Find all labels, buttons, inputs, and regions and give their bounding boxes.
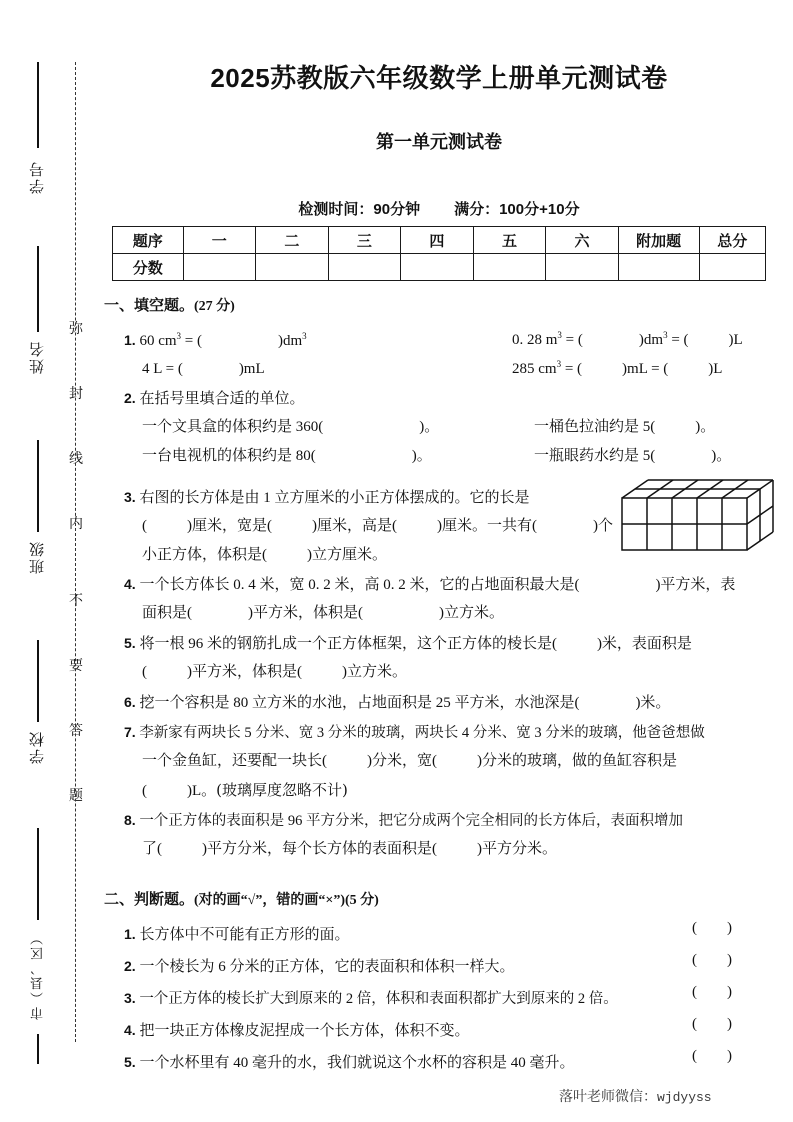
q1-eq: = ( <box>184 333 202 349</box>
footer-wechat-id: wjdyyss <box>657 1090 712 1105</box>
seal-dashed-line <box>75 62 76 1042</box>
score-col-bonus: 附加题 <box>618 227 699 254</box>
question-4-line-1 <box>124 570 735 600</box>
section2-label: 二、判断题。 <box>104 891 195 908</box>
q5-text: ( <box>142 664 147 680</box>
seal-notice-column <box>56 0 96 1122</box>
q3-text: 小正方体，体积是( <box>142 547 267 563</box>
tf-2-text: 一个棱长为 6 分米的正方体，它的表面积和体积一样大。 <box>139 959 515 975</box>
question-8-line-1 <box>124 806 683 836</box>
q2-end: )。 <box>711 448 732 464</box>
q1-sup: 3 <box>302 331 307 341</box>
tf-5-text: 一个水杯里有 40 毫升的水，我们就说这个水杯的容积是 40 毫升。 <box>139 1055 575 1071</box>
tf-2-number: 2. <box>124 958 136 974</box>
seal-notice-char: 弥 <box>69 322 83 337</box>
seal-rule <box>37 828 39 920</box>
question-2-item-b1 <box>534 413 715 442</box>
question-3-line-1 <box>124 483 529 513</box>
paren-close: ) <box>727 1048 732 1064</box>
question-6-line-1 <box>124 688 670 718</box>
section1-points: (27 分) <box>194 299 235 314</box>
question-2-text: 在括号里填合适的单位。 <box>139 391 305 407</box>
seal-notice-char: 要 <box>69 659 83 674</box>
q1-sup: 3 <box>557 330 562 340</box>
score-cell-total[interactable] <box>699 254 766 281</box>
seal-field-student-id: 学号 <box>30 160 46 194</box>
tf-item-3 <box>124 984 618 1014</box>
section1-label: 一、填空题。 <box>104 297 195 314</box>
question-2-stem <box>124 384 304 414</box>
seal-field-name: 姓名 <box>30 340 46 374</box>
exam-duration: 检测时间：90分钟 <box>298 201 421 218</box>
q2-end: )。 <box>695 419 716 435</box>
question-2-item-b2 <box>534 442 731 471</box>
question-8-line-2 <box>142 835 557 864</box>
q5-text: )立方米。 <box>342 664 407 680</box>
cuboid-unit-cubes-figure <box>620 478 776 552</box>
score-cell-4[interactable] <box>401 254 474 281</box>
q2-text: 一瓶眼药水约是 5( <box>534 448 656 464</box>
paren-close: ) <box>727 952 732 968</box>
tf-4-number: 4. <box>124 1022 136 1038</box>
score-col-1: 一 <box>183 227 256 254</box>
section2-rule: (对的画“√”，错的画“×”) <box>194 893 346 908</box>
table-row-scores <box>113 254 766 281</box>
page-subtitle: 第一单元测试卷 <box>376 132 502 152</box>
seal-notice-char: 答 <box>69 724 83 739</box>
question-1-line-1-right <box>512 326 743 355</box>
q1-unit-L: L = ( <box>153 361 183 377</box>
q8-text: )平方分米。 <box>477 841 557 857</box>
tf-answer-blank-3[interactable] <box>692 984 732 1001</box>
footer-wechat-label: 落叶老师微信： <box>559 1090 657 1105</box>
q1-value-b: 0. 28 <box>512 332 542 348</box>
score-cell-5[interactable] <box>473 254 546 281</box>
tf-item-5 <box>124 1048 574 1078</box>
q3-text: )厘米。一共有( <box>437 518 537 534</box>
tf-item-2 <box>124 952 514 982</box>
seal-rule <box>37 440 39 532</box>
paren-close: ) <box>727 984 732 1000</box>
paren-open: ( <box>692 920 697 936</box>
question-7-line-3 <box>142 776 348 806</box>
score-table-row-label: 题序 <box>113 227 184 254</box>
question-4-line-2 <box>142 599 504 628</box>
q8-text: )平方分米，每个长方体的表面积是( <box>202 841 437 857</box>
q1-unit-mL: )mL = ( <box>622 361 669 377</box>
paren-open: ( <box>692 1016 697 1032</box>
q3-text: )厘米，宽是( <box>187 518 272 534</box>
score-col-3: 三 <box>328 227 401 254</box>
question-3-line-3 <box>142 541 387 570</box>
paren-close: ) <box>727 920 732 936</box>
q1-sup: 3 <box>663 330 668 340</box>
q2-text: 一个文具盒的体积约是 360( <box>142 419 324 435</box>
score-cell-6[interactable] <box>546 254 619 281</box>
section-heading-fill-blank <box>104 294 235 315</box>
question-6-number: 6. <box>124 694 136 710</box>
table-row-header <box>113 227 766 254</box>
question-1-number: 1. <box>124 332 136 348</box>
tf-answer-blank-2[interactable] <box>692 952 732 969</box>
q4-text: 一个长方体长 0. 4 米，宽 0. 2 米，高 0. 2 米，它的占地面积最大是( <box>139 577 580 593</box>
q5-text: )平方米，体积是( <box>187 664 302 680</box>
q1-unit-L: )L <box>728 332 743 348</box>
tf-answer-blank-1[interactable] <box>692 920 732 937</box>
seal-notice-char: 内 <box>69 517 83 532</box>
score-cell-1[interactable] <box>183 254 256 281</box>
score-col-2: 二 <box>256 227 329 254</box>
seal-field-column <box>18 0 58 1122</box>
seal-rule <box>37 62 39 148</box>
q5-text: 将一根 96 米的钢筋扎成一个正方体框架，这个正方体的棱长是( <box>139 636 557 652</box>
q1-eq: = ( <box>564 361 583 377</box>
score-table-row-label: 分数 <box>113 254 184 281</box>
question-7-number: 7. <box>124 724 136 740</box>
question-2-number: 2. <box>124 390 136 406</box>
tf-3-number: 3. <box>124 990 136 1006</box>
q1-eq: = ( <box>565 332 583 348</box>
q1-value-a: 60 <box>139 333 155 349</box>
q3-text: )厘米，高是( <box>312 518 397 534</box>
paren-close: ) <box>727 1016 732 1032</box>
seal-rule <box>37 1034 39 1064</box>
seal-notice-char: 线 <box>69 452 83 467</box>
q3-text: )立方厘米。 <box>307 547 387 563</box>
question-1-line-2 <box>142 355 265 384</box>
q1-unit-dm: )dm <box>638 332 664 348</box>
q8-text: 一个正方体的表面积是 96 平方分米，把它分成两个完全相同的长方体后，表面积增加 <box>139 813 684 829</box>
paren-open: ( <box>692 952 697 968</box>
tf-4-text: 把一块正方体橡皮泥捏成一个长方体，体积不变。 <box>139 1023 470 1039</box>
tf-1-text: 长方体中不可能有正方形的面。 <box>139 927 350 943</box>
seal-rule <box>37 640 39 722</box>
question-7-line-1 <box>124 718 705 748</box>
q6-text: 挖一个容积是 80 立方米的水池，占地面积是 25 平方米，水池深是( <box>139 695 580 711</box>
q1-value-c: 4 <box>142 361 150 377</box>
q1-unit-mL: )mL <box>238 361 265 377</box>
q7-note: (玻璃厚度忽略不计) <box>216 781 348 799</box>
q4-text: )立方米。 <box>439 605 504 621</box>
seal-notice-char: 题 <box>69 789 83 804</box>
exam-total-score: 满分：100分+10分 <box>454 201 580 218</box>
q1-unit-cm: cm <box>158 333 177 349</box>
q3-text: 右图的长方体是由 1 立方厘米的小正方体摆成的。它的长是 <box>139 490 530 506</box>
paren-open: ( <box>692 984 697 1000</box>
tf-1-number: 1. <box>124 926 136 942</box>
question-1-line-1 <box>124 326 307 356</box>
q1-value-d: 285 <box>512 361 535 377</box>
question-2-item-a1 <box>142 413 439 442</box>
q3-text: ( <box>142 518 147 534</box>
score-cell-2[interactable] <box>256 254 329 281</box>
q2-text: 一台电视机的体积约是 80( <box>142 448 316 464</box>
q2-text: 一桶色拉油约是 5( <box>534 419 656 435</box>
seal-margin <box>0 0 100 1122</box>
q1-unit-cm: cm <box>538 361 557 377</box>
tf-3-text: 一个正方体的棱长扩大到原来的 2 倍，体积和表面积都扩大到原来的 2 倍。 <box>139 991 618 1007</box>
section-heading-true-false <box>104 888 379 909</box>
seal-rule <box>37 246 39 332</box>
seal-field-school: 学校 <box>30 730 46 764</box>
question-5-line-1 <box>124 629 692 659</box>
footer-watermark <box>559 1086 774 1106</box>
q7-text: )分米，宽( <box>367 753 437 769</box>
q7-text: 一个金鱼缸，还要配一块长( <box>142 753 327 769</box>
question-3-number: 3. <box>124 489 136 505</box>
q4-text: )平方米，表 <box>655 577 736 593</box>
score-col-4: 四 <box>401 227 474 254</box>
question-5-line-2 <box>142 658 407 687</box>
score-cell-3[interactable] <box>328 254 401 281</box>
question-5-number: 5. <box>124 635 136 651</box>
tf-item-1 <box>124 920 349 950</box>
q1-eq: = ( <box>671 332 689 348</box>
seal-field-class: 班级 <box>30 540 46 574</box>
paren-open: ( <box>692 1048 697 1064</box>
score-cell-bonus[interactable] <box>618 254 699 281</box>
q5-text: )米，表面积是 <box>596 636 692 652</box>
seal-notice-char: 封 <box>69 387 83 402</box>
q7-text: )分米的玻璃，做的鱼缸容积是 <box>477 753 677 769</box>
q1-sup: 3 <box>176 331 182 341</box>
q1-unit-L: )L <box>708 361 723 377</box>
score-col-6: 六 <box>546 227 619 254</box>
q8-text: 了( <box>142 841 162 857</box>
score-col-total: 总分 <box>699 227 766 254</box>
q3-text: )个 <box>593 518 613 534</box>
question-3-line-2 <box>142 512 613 541</box>
q7-text: 李新家有两块长 5 分米、宽 3 分米的玻璃，两块长 4 分米、宽 3 分米的玻璃，他爸爸想做 <box>139 725 705 741</box>
question-4-number: 4. <box>124 576 136 592</box>
q2-end: )。 <box>411 448 432 464</box>
q2-end: )。 <box>419 419 440 435</box>
q7-text: )L。 <box>187 783 217 799</box>
q4-text: )平方米，体积是( <box>248 605 363 621</box>
q1-sup: 3 <box>556 359 562 369</box>
tf-answer-blank-4[interactable] <box>692 1016 732 1033</box>
score-table <box>112 226 766 281</box>
question-2-item-a2 <box>142 442 432 471</box>
q1-unit-dm: )dm <box>277 333 303 349</box>
page-title: 2025苏教版六年级数学上册单元测试卷 <box>210 63 668 93</box>
exam-sheet <box>104 0 774 1122</box>
cuboid-svg <box>620 478 776 552</box>
seal-field-city-district: 市（县、区） <box>30 930 45 1020</box>
tf-item-4 <box>124 1016 469 1046</box>
q7-text: ( <box>142 783 147 799</box>
question-8-number: 8. <box>124 812 136 828</box>
score-col-5: 五 <box>473 227 546 254</box>
q4-text: 面积是( <box>142 605 192 621</box>
question-7-line-2 <box>142 747 677 776</box>
q6-text: )米。 <box>635 695 671 711</box>
exam-meta <box>104 198 774 219</box>
tf-5-number: 5. <box>124 1054 136 1070</box>
question-1-line-2-right <box>512 355 722 384</box>
section2-points: (5 分) <box>345 893 379 908</box>
seal-notice-char: 不 <box>69 594 83 609</box>
tf-answer-blank-5[interactable] <box>692 1048 732 1065</box>
q1-unit-m: m <box>545 332 558 348</box>
